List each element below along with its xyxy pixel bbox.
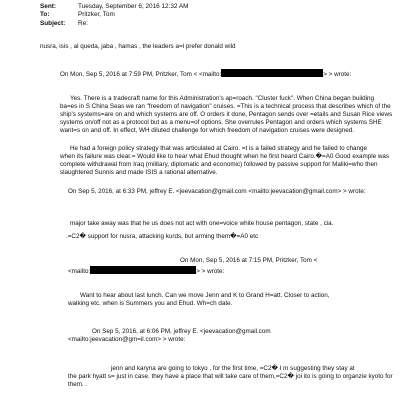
redaction-box — [90, 266, 196, 274]
paragraph-line: systems on/off not as a protocol but as a menu=of options. She overrules Pentagon and orders which systems SHE — [60, 119, 382, 127]
paragraph-line: He had a foreign policy strategy that was articulated at Cairo. =t is a failed strategy and he failed to change — [70, 145, 368, 152]
redaction-box — [221, 69, 323, 77]
paragraph-line: slaughtered Sunnis and made ISIS a rational alternative. — [60, 169, 218, 177]
sent-label: Sent: — [40, 3, 56, 10]
paragraph-4 — [68, 292, 330, 308]
quote-header-3-mailto — [68, 266, 224, 276]
paragraph-1 — [60, 95, 392, 135]
subject-label: Subject: — [40, 20, 66, 27]
quote-header-3-mailto-text: <mailto: — [68, 268, 91, 275]
paragraph-2 — [60, 145, 389, 177]
paragraph-5 — [68, 365, 393, 389]
paragraph-3 — [68, 220, 333, 241]
quote-header-1-tail: > > wrote: — [323, 71, 352, 78]
paragraph-line: Want to hear about last lunch. Can we move Jenn and K to Grand H=att. Closer to action, — [80, 292, 330, 299]
quote-header-4 — [68, 328, 271, 344]
subject-value: Re: — [78, 20, 88, 27]
paragraph-line: when its failure was clear.= Would like to hear what Ehud thought when he first heard Cairo.�=A0 Good example was — [60, 153, 390, 161]
reply-text: nusra, isis , al queda, jaba , hamas , the leaders a=l prefer donald wild — [40, 43, 236, 50]
paragraph-line: want=s on and off. In effect, WH diluted challenge for which freedom of navigation cruises were designed. — [60, 127, 354, 135]
quote-header-4-line: <mailto:jeevacation@gm=il.com> > wrote: — [68, 336, 186, 344]
quote-header-3-lead: On Mon, Sep 5, 2016 at 7:15 PM, Pritzker, Tom < — [180, 257, 318, 264]
paragraph-line: the park hyatt s= just in case. they have a place that will take care of them,=C2� joi ito is going to organzie kyoto for — [68, 373, 393, 381]
paragraph-line: ba=es in S China Seas we ran "freedom of navigation" cruises. =This is a technical process that describes which of the — [60, 103, 391, 111]
quote-header-3-tail: > > wrote: — [196, 268, 225, 275]
quote-header-4-line: On Sep 5, 2016, at 6:06 PM, jeffrey E. <jeevacation@gmail.com — [92, 328, 271, 335]
paragraph-line: Yes. There is a tradecraft name for this Administration's ap=roach. "Cluster fuck". When China began building — [70, 95, 375, 102]
paragraph-line: jenn and karyna are going to tokyo , for the first time, =C2� I m suggesting they stay at — [111, 365, 355, 372]
quote-header-1 — [60, 69, 351, 79]
paragraph-line: walking etc. when is Summers you and Ehud. Wh=ch date. — [68, 300, 233, 308]
quote-header-2: On Sep 5, 2016, at 6:33 PM, jeffrey E. <jeevacation@gmail.com <mailto:jeevacation@gmail.com> > wrote: — [68, 188, 366, 195]
paragraph-line: ship's systems=are on and which systems are off. O orders it done, Pentagon sends over =etails and Susan Rice views — [60, 111, 393, 119]
paragraph-line: complete withdrawal from Iraq (military, diplomatic and economic) followed by passive support for Maliki=who then — [60, 161, 378, 169]
to-label: To: — [40, 11, 50, 18]
paragraph-line: major take away was that he us does not act with one=voice white house pentagon, state , cia. — [70, 220, 334, 227]
to-value: Pritzker, Tom — [78, 11, 115, 18]
sent-value: Tuesday, September 6, 2016 12:32 AM — [78, 3, 189, 10]
quote-header-1-lead: On Mon, Sep 5, 2016 at 7:59 PM, Pritzker, Tom < <mailto: — [60, 71, 222, 78]
quote-header-3 — [180, 257, 317, 265]
paragraph-line: them. . — [68, 381, 88, 389]
paragraph-line: .=C2� support for nusra, attacking kurds, but arming them�=A0 etc — [66, 233, 259, 241]
